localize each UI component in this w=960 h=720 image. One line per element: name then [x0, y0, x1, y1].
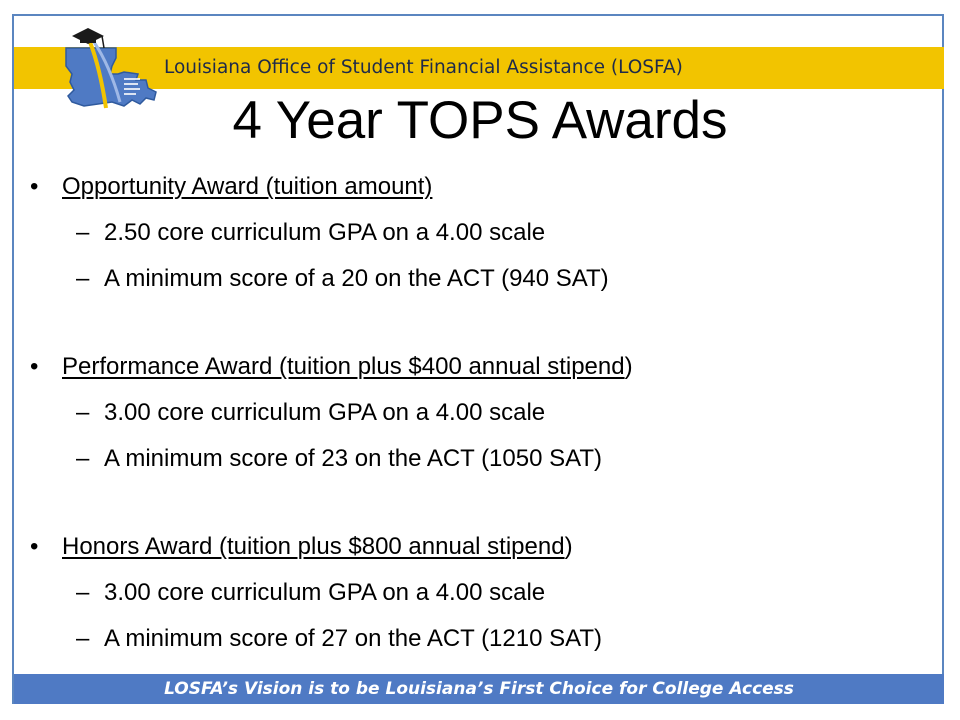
criterion-text: A minimum score of 27 on the ACT (1210 SAT) [104, 625, 602, 652]
dash-icon: – [76, 265, 90, 292]
org-name: Louisiana Office of Student Financial Assistance (LOSFA) [164, 57, 683, 78]
bullet-icon: • [30, 353, 39, 380]
criterion-text: 3.00 core curriculum GPA on a 4.00 scale [104, 399, 546, 426]
criterion-text: A minimum score of 23 on the ACT (1050 SAT) [104, 445, 602, 472]
dash-icon: – [76, 399, 90, 426]
dash-icon: – [76, 219, 90, 246]
award-title-tail: ) [624, 353, 633, 380]
bullet-icon: • [30, 173, 39, 200]
dash-icon: – [76, 445, 90, 472]
award-title: Performance Award (tuition plus $400 annual stipend [62, 353, 625, 380]
dash-icon: – [76, 625, 90, 652]
criterion-text: 3.00 core curriculum GPA on a 4.00 scale [104, 579, 546, 606]
award-title: Opportunity Award (tuition amount) [62, 173, 433, 200]
award-title: Honors Award (tuition plus $800 annual stipend [62, 533, 565, 560]
dash-icon: – [76, 579, 90, 606]
slide-title: 4 Year TOPS Awards [232, 91, 728, 150]
criterion-text: 2.50 core curriculum GPA on a 4.00 scale [104, 219, 546, 246]
criterion-text: A minimum score of a 20 on the ACT (940 SAT) [104, 265, 609, 292]
bullet-icon: • [30, 533, 39, 560]
footer-vision: LOSFA’s Vision is to be Louisiana’s First Choice for College Access [164, 679, 794, 699]
award-title-tail: ) [564, 533, 573, 560]
